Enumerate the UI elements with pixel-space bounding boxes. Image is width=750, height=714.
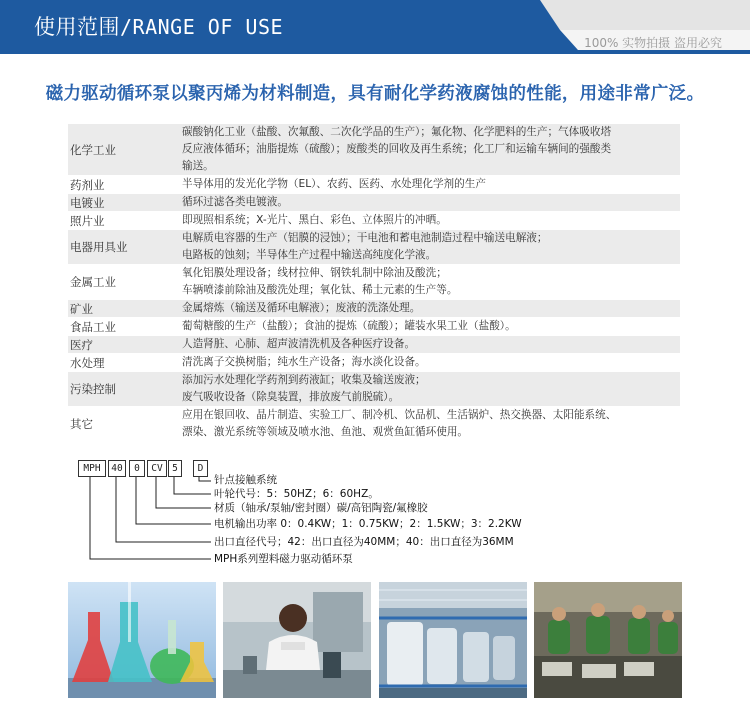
photo-lab-glassware xyxy=(68,582,216,698)
label-impeller-code: 叶轮代号：5：50HZ；6：60HZ。 xyxy=(214,488,379,500)
usage-description xyxy=(182,318,680,335)
header-banner xyxy=(0,0,750,58)
usage-table xyxy=(68,124,680,442)
usage-row xyxy=(68,336,680,354)
usage-category: 化学工业 xyxy=(70,142,116,157)
usage-row xyxy=(68,176,680,194)
model-code-box: D xyxy=(193,460,208,477)
usage-description-line: 葡萄糖酸的生产（盐酸）；食油的提炼（硫酸）；罐装水果工业（盐酸）。 xyxy=(182,320,516,332)
model-code-box: 40 xyxy=(108,460,126,477)
usage-row xyxy=(68,300,680,318)
usage-category: 电器用具业 xyxy=(70,240,128,254)
usage-description-line: 碳酸钠化工业（盐酸、次氟酸、二次化学品的生产）；氟化物、化学肥料的生产；气体吸收塔 xyxy=(182,126,612,138)
section-title-cn: 使用范围 xyxy=(34,15,120,39)
usage-description-line: 添加污水处理化学药剂到药液缸；收集及输送废液； xyxy=(182,374,426,386)
headline: 磁力驱动循环泵以聚丙烯为材料制造，具有耐化学药液腐蚀的性能，用途非常广泛。 xyxy=(45,84,705,104)
usage-description xyxy=(182,212,680,229)
usage-description-line: 人造肾脏、心肺、超声波清洗机及各种医疗设备。 xyxy=(182,338,416,350)
usage-row xyxy=(68,407,680,442)
usage-description-line: 反应液体循环；油脂提炼（硫酸）；废酸类的回收及再生系统；化工厂和运输车辆间的强酸类 xyxy=(182,143,612,155)
label-material: 材质（轴承/泵轴/密封圈）碳/高铝陶瓷/氟橡胶 xyxy=(214,502,428,514)
usage-description-line: 电路板的蚀刻；半导体生产过程中输送高纯度化学液。 xyxy=(182,249,437,261)
usage-description-line: 车辆喷漆前除油及酸洗处理；氧化钛、稀土元素的生产等。 xyxy=(182,284,458,296)
usage-category: 照片业 xyxy=(70,213,105,228)
label-series-name: MPH系列塑料磁力驱动循环泵 xyxy=(214,553,353,565)
usage-category: 电镀业 xyxy=(70,195,105,210)
usage-description-line: 应用在银回收、晶片制造、实验工厂、制冷机、饮品机、生活锅炉、热交换器、太阳能系统、 xyxy=(182,409,617,421)
usage-row xyxy=(68,124,680,176)
usage-description xyxy=(182,124,680,175)
usage-row xyxy=(68,194,680,212)
usage-category: 水处理 xyxy=(70,355,105,370)
usage-row xyxy=(68,372,680,407)
section-title xyxy=(34,11,283,41)
usage-description-line: 金属熔炼（输送及循环电解液）；废液的洗涤处理。 xyxy=(182,302,421,314)
model-code-box: MPH xyxy=(78,460,106,477)
usage-description xyxy=(182,354,680,371)
usage-row xyxy=(68,230,680,265)
usage-description-line: 清洗离子交换树脂；纯水生产设备；海水淡化设备。 xyxy=(182,356,426,368)
label-motor-power: 电机输出功率 0：0.4KW；1：0.75KW；2：1.5KW；3：2.2KW xyxy=(214,518,522,530)
label-outlet-diameter: 出口直径代号；42：出口直径为40MM；40：出口直径为36MM xyxy=(214,536,514,548)
photo-factory-workers xyxy=(534,582,682,698)
usage-description xyxy=(182,230,680,264)
usage-description xyxy=(182,265,680,299)
photo-water-treatment-plant xyxy=(379,582,527,698)
usage-description-line: 氧化铝膜处理设备；线材拉伸、钢铁轧制中除油及酸洗； xyxy=(182,267,447,279)
usage-row xyxy=(68,354,680,372)
application-photos xyxy=(68,582,682,698)
model-code-box: 5 xyxy=(168,460,182,477)
photo-disclaimer: 100% 实物拍摄 盗用必究 xyxy=(584,36,722,50)
section-title-en: /RANGE OF USE xyxy=(120,15,284,39)
usage-row xyxy=(68,318,680,336)
usage-category: 金属工业 xyxy=(70,275,116,289)
usage-row xyxy=(68,212,680,230)
model-code-box: 0 xyxy=(129,460,145,477)
usage-category: 污染控制 xyxy=(70,382,116,396)
usage-category: 食品工业 xyxy=(70,319,116,334)
usage-description-line: 漂染、激光系统等领域及喷水池、鱼池、观赏鱼缸循环使用。 xyxy=(182,426,469,438)
usage-description-line: 输送。 xyxy=(182,160,214,172)
usage-description xyxy=(182,372,680,406)
usage-category: 医疗 xyxy=(70,337,93,352)
photo-laboratory-researcher xyxy=(223,582,371,698)
usage-description-line: 即现照相系统；X-光片、黑白、彩色、立体照片的冲晒。 xyxy=(182,214,447,226)
usage-row xyxy=(68,265,680,300)
usage-description xyxy=(182,407,680,441)
usage-description-line: 循环过滤各类电镀液。 xyxy=(182,196,288,208)
usage-description-line: 废气吸收设备（除臭装置，排放废气前脱硫）。 xyxy=(182,391,400,403)
usage-description-line: 半导体用的发光化学物（EL）、农药、医药、水处理化学剂的生产 xyxy=(182,178,486,190)
usage-category: 其它 xyxy=(70,417,93,431)
label-contact-system: 针点接触系统 xyxy=(214,474,277,486)
usage-description xyxy=(182,336,680,353)
model-code-box: CV xyxy=(147,460,167,477)
usage-description xyxy=(182,194,680,211)
usage-description xyxy=(182,176,680,193)
usage-description-line: 电解质电容器的生产（铝膜的浸蚀）；干电池和蓄电池制造过程中输送电解液； xyxy=(182,232,548,244)
usage-category: 药剂业 xyxy=(70,177,105,192)
usage-category: 矿业 xyxy=(70,301,93,316)
usage-description xyxy=(182,300,680,317)
